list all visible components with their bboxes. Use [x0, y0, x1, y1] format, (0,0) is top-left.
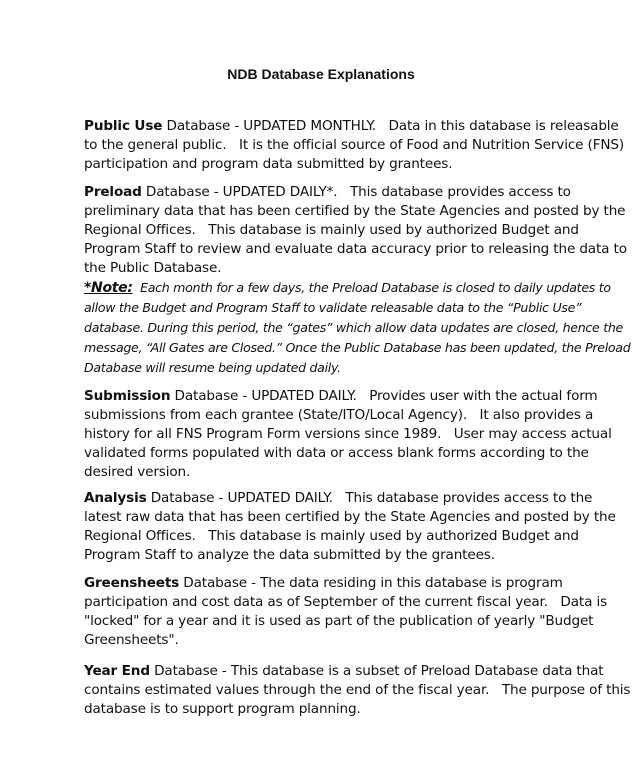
- section-analysis: [84, 489, 632, 565]
- section-term: Submission: [84, 388, 171, 404]
- note-text: Each month for a few days, the Preload Database is closed to daily updates to allow the Budget and Program Staff to validate releasable data to the “Public Use” database. During this period, the “gates” which allow data updates are closed, hence the message, “All Gates are Closed.” Once the Public Database has been updated, the Preload Database will resume being updated daily.: [84, 280, 635, 375]
- section-text: Database - The data residing in this database is program participation and cost data as of September of the current fiscal year. Data is "locked" for a year and it is used as part of the publication of yearly "Budget Greensheets".: [84, 575, 612, 648]
- section-text: Database - This database is a subset of Preload Database data that contains estimated values through the end of the fiscal year. The purpose of this database is to support program planning.: [84, 663, 635, 717]
- section-text: Database - UPDATED MONTHLY. Data in this database is releasable to the general public. It is the official source of Food and Nutrition Service (FNS) participation and program data submitted by grantees.: [84, 118, 629, 172]
- section-term: Analysis: [84, 490, 147, 506]
- preload-note: [84, 278, 635, 378]
- page-title: NDB Database Explanations: [227, 66, 415, 82]
- section-text: Database - UPDATED DAILY*. This database provides access to preliminary data that has been certified by the State Agencies and posted by the Regional Offices. This database is mainly used by authorized Budget and Program Staff to review and evaluate data accuracy prior to releasing the data to the Public Database.: [84, 184, 632, 276]
- section-term: Preload: [84, 184, 142, 200]
- section-preload: [84, 183, 632, 278]
- section-term: Greensheets: [84, 575, 180, 591]
- section-text: Database - UPDATED DAILY. This database provides access to the latest raw data that has been certified by the State Agencies and posted by the Regional Offices. This database is mainly used by authorized Budget and Program Staff to analyze the data submitted by the grantees.: [84, 490, 620, 563]
- section-term: Year End: [84, 663, 150, 679]
- section-text: Database - UPDATED DAILY. Provides user with the actual form submissions from each grantee (State/ITO/Local Agency). It also provides a history for all FNS Program Form versions since 1989. User may access actual validated forms populated with data or access blank forms according to the desired version.: [84, 388, 616, 480]
- section-submission: [84, 387, 632, 482]
- note-label: *Note:: [84, 280, 133, 296]
- section-public-use: [84, 117, 632, 174]
- section-term: Public Use: [84, 118, 163, 134]
- section-greensheets: [84, 574, 632, 650]
- section-year-end: [84, 662, 635, 719]
